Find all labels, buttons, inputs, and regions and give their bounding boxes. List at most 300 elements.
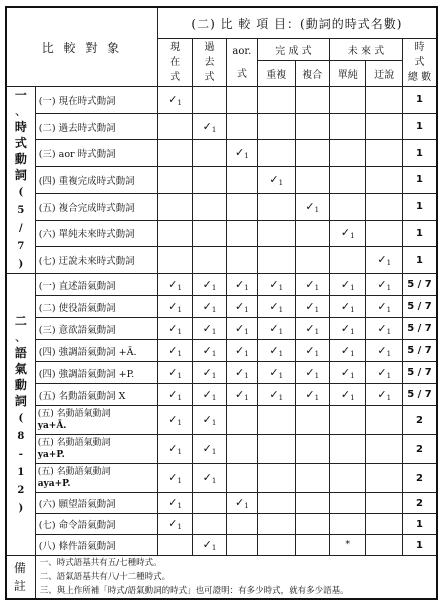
empty-cell bbox=[295, 535, 329, 556]
row-label: (四) 重複完成時式動詞 bbox=[35, 167, 157, 194]
check-icon: ✓ bbox=[340, 226, 351, 240]
table-row bbox=[6, 220, 437, 247]
table-row bbox=[6, 296, 437, 318]
check-icon: ✓ bbox=[168, 471, 178, 484]
check-count: 1 bbox=[386, 259, 392, 268]
check-mark bbox=[329, 384, 366, 406]
empty-cell bbox=[257, 193, 295, 220]
check-icon: ✓ bbox=[305, 365, 315, 379]
check-icon: ✓ bbox=[269, 299, 279, 313]
check-mark bbox=[366, 340, 403, 362]
empty-cell bbox=[366, 113, 403, 140]
row-total: 1 bbox=[403, 113, 438, 140]
empty-cell bbox=[295, 167, 329, 194]
check-count: 1 bbox=[350, 232, 355, 241]
check-icon: ✓ bbox=[202, 277, 212, 291]
check-count: 1 bbox=[314, 393, 320, 402]
check-count: 1 bbox=[177, 477, 182, 485]
check-icon: ✓ bbox=[202, 538, 212, 551]
check-icon: ✓ bbox=[377, 299, 387, 313]
row-label: (六) 單純未來時式動詞 bbox=[35, 220, 157, 247]
check-count: 1 bbox=[211, 448, 217, 456]
check-count: 1 bbox=[244, 371, 249, 380]
empty-cell bbox=[257, 220, 295, 247]
col-total: 時 式 總 數 bbox=[403, 39, 438, 87]
table-row bbox=[6, 87, 437, 114]
check-mark bbox=[226, 340, 257, 362]
check-count: 1 bbox=[211, 125, 217, 134]
empty-cell bbox=[329, 406, 366, 435]
check-mark bbox=[157, 274, 192, 296]
empty-cell bbox=[193, 493, 226, 514]
check-icon: ✓ bbox=[168, 299, 178, 313]
check-mark bbox=[193, 340, 226, 362]
empty-cell bbox=[257, 435, 295, 464]
check-mark bbox=[366, 296, 403, 318]
col-simple: 單純 bbox=[329, 61, 366, 87]
check-mark bbox=[257, 318, 295, 340]
check-icon: ✓ bbox=[234, 496, 245, 509]
check-count: 1 bbox=[350, 283, 355, 292]
row-label: (七) 命令語氣動詞 bbox=[35, 514, 157, 535]
empty-cell bbox=[226, 535, 257, 556]
check-count: 1 bbox=[211, 283, 217, 292]
check-mark bbox=[157, 87, 192, 114]
check-mark bbox=[366, 384, 403, 406]
check-mark bbox=[257, 384, 295, 406]
check-icon: ✓ bbox=[168, 387, 178, 401]
empty-cell bbox=[157, 140, 192, 167]
check-mark bbox=[157, 464, 192, 493]
check-count: 1 bbox=[211, 419, 217, 427]
check-count: 1 bbox=[211, 393, 217, 402]
check-count: 1 bbox=[314, 305, 320, 314]
empty-cell bbox=[157, 113, 192, 140]
row-label: (五) 名動語氣動詞 X bbox=[35, 384, 157, 406]
check-icon: ✓ bbox=[168, 442, 178, 455]
empty-cell bbox=[157, 193, 192, 220]
empty-cell bbox=[257, 113, 295, 140]
empty-cell bbox=[295, 435, 329, 464]
check-mark bbox=[257, 167, 295, 194]
empty-cell bbox=[257, 514, 295, 535]
check-mark bbox=[257, 296, 295, 318]
empty-cell bbox=[226, 87, 257, 114]
col-present: 現 在 式 bbox=[157, 39, 192, 87]
empty-cell bbox=[226, 464, 257, 493]
empty-cell bbox=[295, 247, 329, 274]
check-count: 1 bbox=[386, 305, 392, 314]
check-mark bbox=[366, 318, 403, 340]
row-label: (二) 使役語氣動詞 bbox=[35, 296, 157, 318]
row-total: 1 bbox=[403, 220, 438, 247]
check-mark bbox=[257, 274, 295, 296]
empty-cell bbox=[329, 493, 366, 514]
check-mark bbox=[157, 514, 192, 535]
check-count: 1 bbox=[278, 178, 284, 187]
check-count: 1 bbox=[244, 152, 249, 161]
row-label: (一) 現在時式動詞 bbox=[35, 87, 157, 114]
check-icon: ✓ bbox=[202, 321, 212, 335]
check-count: 1 bbox=[278, 393, 284, 402]
check-icon: ✓ bbox=[340, 365, 351, 379]
check-mark bbox=[329, 340, 366, 362]
check-count: 1 bbox=[177, 283, 182, 292]
empty-cell bbox=[366, 464, 403, 493]
table-row bbox=[6, 167, 437, 194]
table-row bbox=[6, 362, 437, 384]
check-count: 1 bbox=[314, 371, 320, 380]
check-mark bbox=[257, 340, 295, 362]
check-mark bbox=[329, 318, 366, 340]
check-mark bbox=[157, 493, 192, 514]
check-icon: ✓ bbox=[269, 321, 279, 335]
row-label: (七) 迂說未來時式動詞 bbox=[35, 247, 157, 274]
remark-line: 三、與上作所補「時式/語氣動詞的時式」也可證明：有多少時式，就有多少語基。 bbox=[39, 586, 349, 596]
check-icon: ✓ bbox=[168, 277, 178, 291]
empty-cell bbox=[193, 220, 226, 247]
check-count: 1 bbox=[350, 393, 355, 402]
empty-cell bbox=[329, 193, 366, 220]
empty-cell bbox=[257, 406, 295, 435]
check-mark bbox=[257, 362, 295, 384]
check-icon: ✓ bbox=[377, 321, 387, 335]
check-count: 1 bbox=[386, 283, 392, 292]
empty-cell bbox=[295, 87, 329, 114]
group1-label: 一 、 時 式 動 詞 ( 5 / 7 ) bbox=[6, 87, 35, 274]
table-row bbox=[6, 340, 437, 362]
remarks-row bbox=[6, 556, 437, 600]
empty-cell bbox=[226, 514, 257, 535]
check-count: 1 bbox=[211, 349, 217, 358]
check-count: 1 bbox=[350, 371, 355, 380]
check-count: 1 bbox=[350, 349, 355, 358]
check-mark bbox=[366, 247, 403, 274]
check-icon: ✓ bbox=[305, 387, 315, 401]
check-mark bbox=[193, 296, 226, 318]
check-icon: ✓ bbox=[168, 92, 178, 106]
row-total: 1 bbox=[403, 247, 438, 274]
empty-cell bbox=[329, 464, 366, 493]
remarks-body bbox=[35, 556, 437, 600]
check-count: 1 bbox=[278, 305, 284, 314]
check-icon: ✓ bbox=[340, 387, 351, 401]
col-perfect: 完 成 式 bbox=[257, 39, 329, 61]
table-row bbox=[6, 318, 437, 340]
remarks-label: 備 註 bbox=[6, 556, 35, 600]
check-count: 1 bbox=[177, 98, 182, 107]
comparison-table bbox=[5, 6, 438, 600]
check-icon: ✓ bbox=[305, 277, 315, 291]
check-mark bbox=[157, 296, 192, 318]
empty-cell bbox=[366, 435, 403, 464]
remark-line: 一、時式語基共有五/七種時式。 bbox=[39, 558, 162, 568]
check-count: 1 bbox=[386, 327, 392, 336]
check-icon: ✓ bbox=[202, 119, 212, 133]
check-mark bbox=[226, 318, 257, 340]
row-total: 5 / 7 bbox=[403, 384, 438, 406]
row-label: (六) 願望語氣動詞 bbox=[35, 493, 157, 514]
check-icon: ✓ bbox=[202, 413, 212, 426]
check-count: 1 bbox=[278, 349, 284, 358]
empty-cell bbox=[295, 514, 329, 535]
row-label: (二) 過去時式動詞 bbox=[35, 113, 157, 140]
check-mark bbox=[295, 340, 329, 362]
remark-line: 二、語氣語基共有八/十二種時式。 bbox=[39, 572, 171, 582]
check-count: 1 bbox=[177, 502, 182, 510]
empty-cell bbox=[157, 167, 192, 194]
row-total: 1 bbox=[403, 535, 438, 556]
check-mark bbox=[193, 113, 226, 140]
check-count: 1 bbox=[177, 523, 182, 531]
check-count: 1 bbox=[244, 327, 249, 336]
check-icon: ✓ bbox=[269, 277, 279, 291]
check-mark bbox=[193, 274, 226, 296]
table-row bbox=[6, 406, 437, 435]
check-icon: ✓ bbox=[168, 517, 178, 530]
check-icon: ✓ bbox=[234, 299, 245, 313]
row-label: (五) 複合完成時式動詞 bbox=[35, 193, 157, 220]
check-mark bbox=[157, 362, 192, 384]
col-compound: 複合 bbox=[295, 61, 329, 87]
check-count: 1 bbox=[244, 393, 249, 402]
check-icon: ✓ bbox=[234, 277, 245, 291]
check-icon: ✓ bbox=[202, 471, 212, 484]
row-total: 5 / 7 bbox=[403, 318, 438, 340]
check-count: 1 bbox=[314, 327, 320, 336]
check-count: 1 bbox=[177, 349, 182, 358]
check-mark bbox=[329, 274, 366, 296]
check-count: 1 bbox=[386, 349, 392, 358]
empty-cell bbox=[366, 406, 403, 435]
row-label: (八) 條件語氣動詞 bbox=[35, 535, 157, 556]
empty-cell bbox=[193, 167, 226, 194]
row-total: 1 bbox=[403, 140, 438, 167]
col-aor: aor. 式 bbox=[226, 39, 257, 87]
empty-cell bbox=[366, 514, 403, 535]
row-label: (五) 名動語氣動詞 aya+P. bbox=[35, 464, 157, 493]
check-mark bbox=[157, 406, 192, 435]
empty-cell bbox=[366, 193, 403, 220]
check-mark bbox=[193, 535, 226, 556]
check-mark bbox=[295, 296, 329, 318]
check-icon: ✓ bbox=[202, 343, 212, 357]
row-total: 2 bbox=[403, 435, 438, 464]
check-icon: ✓ bbox=[168, 413, 178, 426]
row-total: 1 bbox=[403, 167, 438, 194]
check-mark bbox=[295, 193, 329, 220]
empty-cell bbox=[366, 167, 403, 194]
empty-cell bbox=[157, 220, 192, 247]
col-future: 未 來 式 bbox=[329, 39, 402, 61]
check-icon: ✓ bbox=[168, 343, 178, 357]
empty-cell bbox=[257, 535, 295, 556]
comparison-table-page bbox=[5, 6, 438, 596]
empty-cell bbox=[193, 140, 226, 167]
empty-cell bbox=[193, 247, 226, 274]
table-row bbox=[6, 140, 437, 167]
row-total: 5 / 7 bbox=[403, 362, 438, 384]
check-icon: ✓ bbox=[305, 299, 315, 313]
check-mark bbox=[295, 362, 329, 384]
check-mark bbox=[295, 384, 329, 406]
row-total: 1 bbox=[403, 514, 438, 535]
check-icon: ✓ bbox=[305, 343, 315, 357]
check-count: 1 bbox=[350, 327, 355, 336]
check-mark bbox=[226, 493, 257, 514]
empty-cell bbox=[257, 464, 295, 493]
col-past: 過 去 式 bbox=[193, 39, 226, 87]
check-mark bbox=[193, 464, 226, 493]
empty-cell bbox=[295, 464, 329, 493]
check-count: 1 bbox=[177, 419, 182, 427]
empty-cell bbox=[295, 140, 329, 167]
check-icon: ✓ bbox=[168, 321, 178, 335]
check-count: 1 bbox=[177, 371, 182, 380]
check-mark bbox=[157, 435, 192, 464]
row-total: 2 bbox=[403, 464, 438, 493]
empty-cell bbox=[295, 406, 329, 435]
row-total: 2 bbox=[403, 493, 438, 514]
row-label: (一) 直述語氣動詞 bbox=[35, 274, 157, 296]
check-icon: ✓ bbox=[202, 442, 212, 455]
check-count: 1 bbox=[350, 305, 355, 314]
check-count: 1 bbox=[211, 477, 217, 485]
empty-cell bbox=[329, 247, 366, 274]
empty-cell bbox=[295, 220, 329, 247]
empty-cell bbox=[329, 87, 366, 114]
check-mark bbox=[226, 296, 257, 318]
check-mark bbox=[193, 406, 226, 435]
empty-cell bbox=[226, 406, 257, 435]
check-mark bbox=[226, 384, 257, 406]
check-icon: ✓ bbox=[234, 146, 245, 160]
check-mark bbox=[329, 296, 366, 318]
table-row bbox=[6, 193, 437, 220]
row-label: (五) 名動語氣動詞 ya+Ā. bbox=[35, 406, 157, 435]
table-row bbox=[6, 493, 437, 514]
empty-cell bbox=[295, 493, 329, 514]
check-icon: ✓ bbox=[340, 343, 351, 357]
table-row bbox=[6, 514, 437, 535]
empty-cell bbox=[157, 535, 192, 556]
check-icon: ✓ bbox=[340, 277, 351, 291]
empty-cell bbox=[366, 493, 403, 514]
empty-cell bbox=[226, 247, 257, 274]
check-icon: ✓ bbox=[234, 387, 245, 401]
check-mark bbox=[295, 318, 329, 340]
row-label: (三) 意欲語氣動詞 bbox=[35, 318, 157, 340]
row-total: 2 bbox=[403, 406, 438, 435]
empty-cell bbox=[193, 87, 226, 114]
check-count: 1 bbox=[386, 393, 392, 402]
empty-cell bbox=[226, 193, 257, 220]
check-count: 1 bbox=[177, 448, 182, 456]
check-icon: ✓ bbox=[202, 299, 212, 313]
table-row bbox=[6, 384, 437, 406]
check-count: 1 bbox=[211, 544, 217, 552]
check-count: 1 bbox=[386, 371, 392, 380]
check-icon: ✓ bbox=[234, 343, 245, 357]
empty-cell bbox=[329, 140, 366, 167]
empty-cell bbox=[329, 514, 366, 535]
check-icon: ✓ bbox=[234, 321, 245, 335]
asterisk-mark: * bbox=[329, 535, 366, 556]
check-count: 1 bbox=[177, 305, 182, 314]
check-count: 1 bbox=[278, 371, 284, 380]
empty-cell bbox=[226, 220, 257, 247]
check-count: 1 bbox=[211, 305, 217, 314]
check-icon: ✓ bbox=[377, 343, 387, 357]
empty-cell bbox=[329, 113, 366, 140]
check-count: 1 bbox=[177, 327, 182, 336]
row-label: (五) 名動語氣動詞 ya+P. bbox=[35, 435, 157, 464]
check-mark bbox=[157, 384, 192, 406]
check-icon: ✓ bbox=[269, 387, 279, 401]
row-label: (四) 強調語氣動詞 +Ā. bbox=[35, 340, 157, 362]
empty-cell bbox=[257, 140, 295, 167]
check-icon: ✓ bbox=[305, 321, 315, 335]
check-mark bbox=[193, 318, 226, 340]
col-repeat: 重複 bbox=[257, 61, 295, 87]
group2-label: 二 、 語 氣 動 詞 ( 8 - 1 2 ) bbox=[6, 274, 35, 556]
check-icon: ✓ bbox=[234, 365, 245, 379]
check-mark bbox=[193, 362, 226, 384]
col-periphrastic: 迂說 bbox=[366, 61, 403, 87]
check-mark bbox=[193, 384, 226, 406]
check-mark bbox=[157, 318, 192, 340]
check-icon: ✓ bbox=[377, 253, 387, 267]
row-total: 5 / 7 bbox=[403, 296, 438, 318]
check-mark bbox=[226, 140, 257, 167]
table-row bbox=[6, 247, 437, 274]
row-total: 5 / 7 bbox=[403, 340, 438, 362]
check-count: 1 bbox=[314, 349, 320, 358]
check-mark bbox=[295, 274, 329, 296]
compare-title: (二) 比 較 項 目：(動詞的時式名數) bbox=[157, 7, 437, 39]
check-icon: ✓ bbox=[340, 321, 351, 335]
check-mark bbox=[366, 362, 403, 384]
empty-cell bbox=[257, 247, 295, 274]
check-icon: ✓ bbox=[377, 387, 387, 401]
row-label: (四) 強調語氣動詞 +P. bbox=[35, 362, 157, 384]
check-mark bbox=[193, 435, 226, 464]
empty-cell bbox=[257, 87, 295, 114]
check-icon: ✓ bbox=[377, 277, 387, 291]
check-count: 1 bbox=[278, 327, 284, 336]
empty-cell bbox=[226, 435, 257, 464]
check-count: 1 bbox=[278, 283, 284, 292]
row-total: 1 bbox=[403, 193, 438, 220]
check-count: 1 bbox=[244, 305, 249, 314]
empty-cell bbox=[295, 113, 329, 140]
check-count: 1 bbox=[177, 393, 182, 402]
empty-cell bbox=[366, 535, 403, 556]
check-icon: ✓ bbox=[340, 299, 351, 313]
table-row bbox=[6, 274, 437, 296]
empty-cell bbox=[226, 113, 257, 140]
empty-cell bbox=[157, 247, 192, 274]
empty-cell bbox=[193, 193, 226, 220]
table-row bbox=[6, 435, 437, 464]
row-label: (三) aor 時式動詞 bbox=[35, 140, 157, 167]
check-mark bbox=[329, 362, 366, 384]
row-total: 5 / 7 bbox=[403, 274, 438, 296]
check-icon: ✓ bbox=[269, 172, 279, 186]
empty-cell bbox=[257, 493, 295, 514]
check-count: 1 bbox=[211, 371, 217, 380]
empty-cell bbox=[329, 167, 366, 194]
